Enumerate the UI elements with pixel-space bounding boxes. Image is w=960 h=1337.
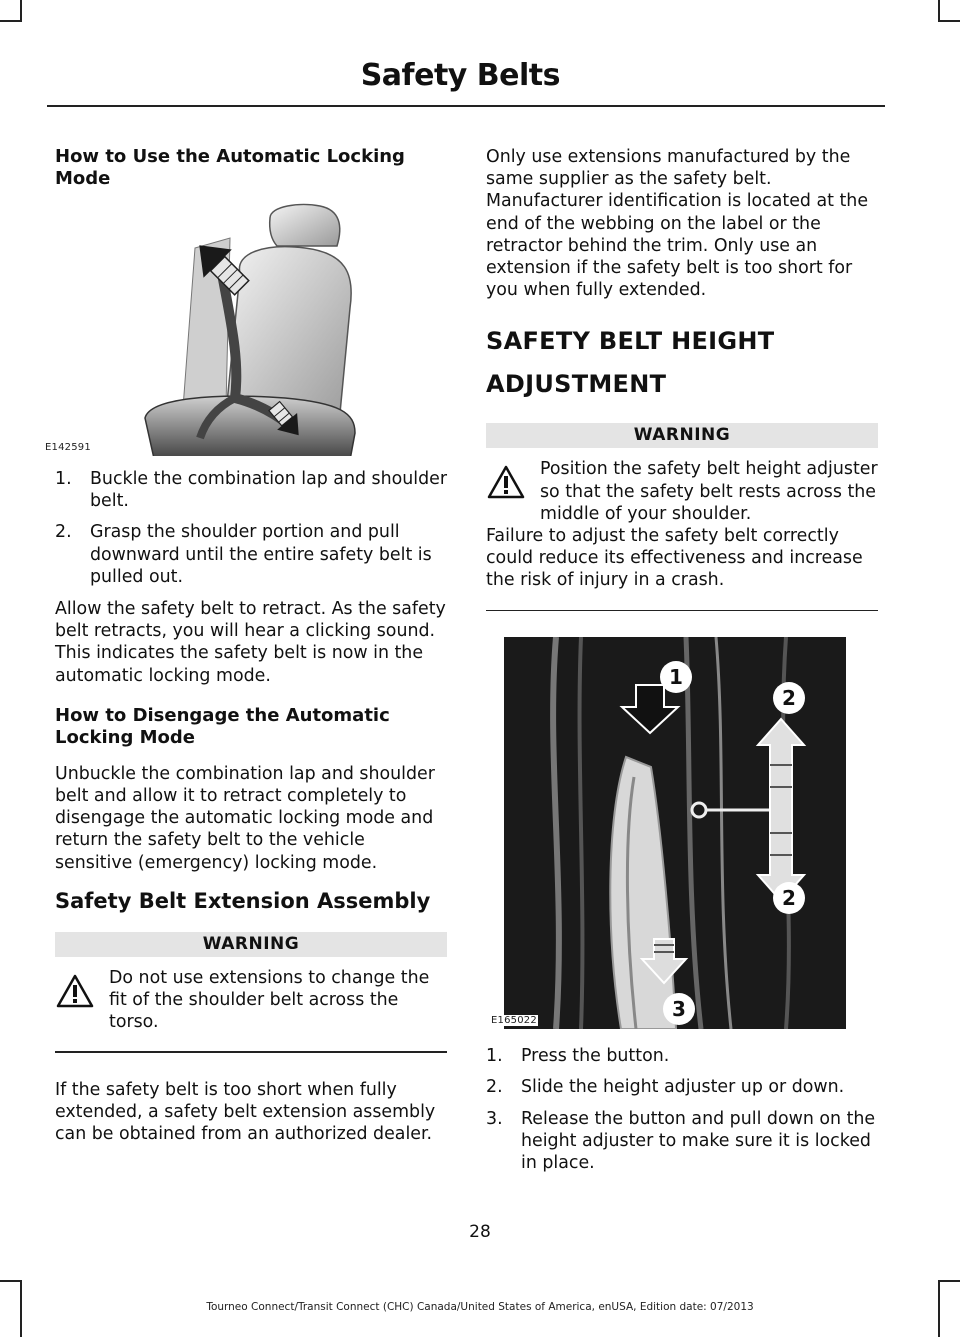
figure-height-adjuster	[486, 637, 878, 1029]
figure-seat-belt	[45, 198, 447, 456]
callout-1	[660, 661, 692, 693]
warning-body	[486, 458, 878, 525]
warning-banner: WARNING	[55, 932, 447, 957]
heading-automatic-locking: How to Use the Automatic Locking Mode	[55, 146, 405, 189]
heading-extension: Safety Belt Extension Assembly	[55, 888, 431, 913]
svg-text:1: 1	[669, 665, 683, 690]
crop-mark	[20, 0, 22, 22]
warning-text: Position the safety belt height adjuster so that the safety belt rests across the middle of your shoulder.	[540, 459, 878, 524]
heading-disengage: How to Disengage the Automatic Locking Mode	[55, 704, 390, 748]
crop-mark	[938, 20, 960, 22]
svg-text:2: 2	[782, 886, 796, 911]
page-number: 28	[469, 1222, 491, 1242]
figure-code: E165022	[491, 1015, 537, 1027]
page-title: Safety Belts	[360, 58, 560, 93]
height-adjuster-illustration	[486, 637, 878, 1029]
header-divider	[47, 105, 885, 107]
steps-list-height	[486, 1045, 878, 1174]
warning-divider	[486, 610, 878, 612]
paragraph-too-short: If the safety belt is too short when fully extended, a safety belt extension assembly can be obtained from an authorized dealer.	[55, 1079, 436, 1145]
paragraph-retract: Allow the safety belt to retract. As the safety belt retracts, you will hear a clicking sound. This indicates the safety belt is now in the automatic locking mode.	[55, 599, 446, 686]
warning-text: Do not use extensions to change the fit of the shoulder belt across the torso.	[109, 967, 430, 1033]
paragraph-extensions: Only use extensions manufactured by the same supplier as the safety belt. Manufacturer identification is located at the end of the webbing on the label or the retractor behind the trim. Only use an extension if the safety belt is too short for you when fully extended.	[486, 147, 869, 301]
right-column	[486, 146, 878, 1184]
warning-divider	[55, 1051, 447, 1053]
heading-height-adjustment: SAFETY BELT HEIGHT ADJUSTMENT	[486, 327, 775, 399]
seat-belt-illustration	[55, 198, 447, 456]
warning-triangle-icon	[486, 464, 526, 500]
list-item: 2. Slide the height adjuster up or down.	[486, 1077, 845, 1098]
callout-2-bottom	[773, 882, 805, 914]
crop-mark	[938, 0, 940, 22]
steps-list-locking	[55, 468, 447, 588]
warning-body	[55, 967, 447, 1034]
list-item: 1. Buckle the combination lap and shoulder belt.	[55, 469, 448, 512]
svg-text:2: 2	[782, 686, 796, 711]
warning-body-continued: Failure to adjust the safety belt correctly could reduce its effectiveness and increase the risk of injury in a crash.	[486, 526, 863, 591]
warning-triangle-icon	[55, 973, 95, 1009]
figure-code: E142591	[45, 442, 91, 453]
callout-2-top	[773, 682, 805, 714]
list-item: 2. Grasp the shoulder portion and pull downward until the entire safety belt is pulled out.	[55, 522, 432, 587]
crop-mark	[938, 1280, 960, 1282]
crop-mark	[0, 20, 22, 22]
paragraph-disengage: Unbuckle the combination lap and shoulder belt and allow it to retract completely to disengage the automatic locking mode and return the safety belt to the vehicle sensitive (emergency) locking mode.	[55, 763, 435, 873]
left-column	[45, 146, 448, 1160]
list-item: 3. Release the button and pull down on the height adjuster to make sure it is locked in place.	[486, 1108, 876, 1173]
callout-3	[663, 993, 695, 1025]
page-footer: Tourneo Connect/Transit Connect (CHC) Canada/United States of America, enUSA, Edition date: 07/2013	[206, 1301, 754, 1313]
crop-mark	[0, 1280, 22, 1282]
svg-text:3: 3	[672, 997, 686, 1022]
list-item: 1. Press the button.	[486, 1046, 670, 1067]
warning-banner: WARNING	[486, 423, 878, 448]
